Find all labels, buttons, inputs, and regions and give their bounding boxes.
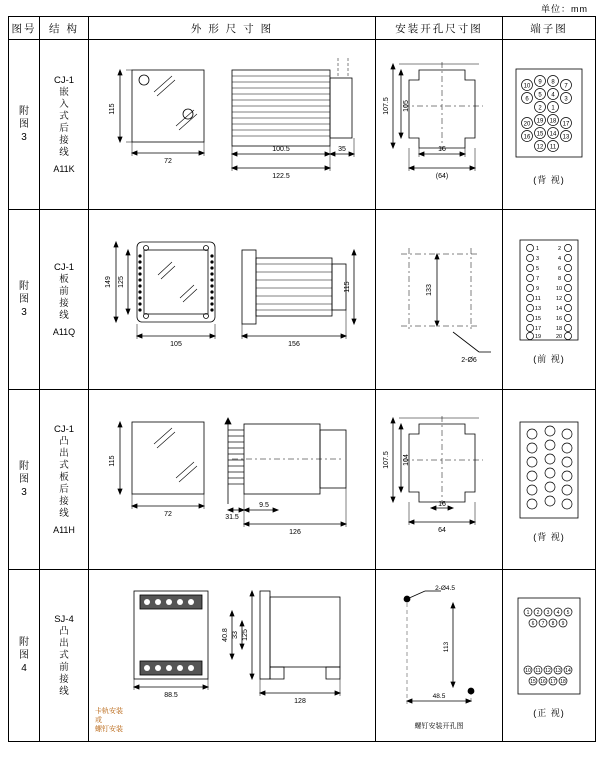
cell-fig-no-2 [9, 210, 40, 390]
svg-text:15: 15 [530, 679, 536, 685]
header-outline: 外 形 尺 寸 图 [89, 17, 376, 40]
dim-105-2: 105 [170, 340, 182, 348]
svg-text:3: 3 [564, 96, 568, 103]
header-struct: 结 构 [40, 17, 89, 40]
cell-mount-1 [376, 40, 503, 210]
svg-text:15: 15 [536, 131, 544, 138]
terminal-caption-1: (背 视) [533, 175, 565, 185]
svg-text:11: 11 [549, 144, 557, 151]
cell-mount-2 [376, 210, 503, 390]
terminal-drawing-4 [510, 592, 588, 704]
svg-text:7: 7 [536, 276, 540, 282]
fig-no-text-4: 附 图 4 [19, 637, 29, 674]
dim-2-d4-5: 2-Ø4.5 [435, 584, 455, 592]
cell-fig-no-1 [9, 40, 40, 210]
svg-text:12: 12 [536, 144, 544, 151]
dim-125-4: 125 [242, 629, 249, 641]
outline-drawing-1 [92, 50, 372, 200]
svg-text:16: 16 [556, 316, 563, 322]
svg-text:6: 6 [558, 266, 562, 272]
struct-code-3: A11H [53, 524, 75, 535]
cell-terminal-1 [503, 40, 596, 210]
dim-115-3: 115 [109, 454, 116, 467]
table-header [9, 17, 596, 40]
svg-text:10: 10 [523, 83, 531, 90]
dim-122-5: 122.5 [272, 172, 290, 180]
outline-drawing-3 [92, 400, 372, 560]
cell-terminal-3 [503, 390, 596, 570]
table-row [9, 390, 596, 570]
cell-fig-no-3 [9, 390, 40, 570]
svg-text:5: 5 [536, 266, 540, 272]
svg-text:13: 13 [535, 306, 542, 312]
dim-48-5: 48.5 [432, 692, 446, 700]
svg-text:8: 8 [551, 79, 555, 86]
cell-mount-4 [376, 570, 503, 742]
table-row [9, 40, 596, 210]
dim-104: 104 [403, 453, 410, 466]
header-fig-no: 图号 [9, 17, 40, 40]
svg-text:9: 9 [536, 286, 540, 292]
svg-text:17: 17 [562, 121, 570, 128]
terminal-caption-3: (背 视) [533, 532, 565, 542]
svg-text:10: 10 [556, 286, 563, 292]
dim-72-3: 72 [164, 510, 172, 518]
header-mount: 安装开孔尺寸图 [376, 17, 503, 40]
svg-text:19: 19 [536, 118, 544, 125]
dim-105-1: 105 [403, 99, 410, 112]
terminal-drawing-2 [510, 234, 588, 350]
dim-64-1: (64) [435, 172, 449, 180]
dim-31-5: 31.5 [225, 513, 239, 521]
struct-name-2: CJ-1 板 前 接 线 [53, 261, 75, 321]
dim-126: 126 [289, 528, 301, 536]
svg-text:1: 1 [536, 246, 540, 252]
svg-text:17: 17 [550, 679, 556, 685]
fig-no-text-2: 附 图 3 [19, 281, 29, 318]
svg-text:16: 16 [523, 134, 531, 141]
svg-text:3: 3 [536, 256, 540, 262]
svg-text:6: 6 [525, 96, 529, 103]
svg-text:2: 2 [538, 105, 542, 112]
cell-fig-no-4 [9, 570, 40, 742]
cell-outline-4 [89, 570, 376, 742]
cell-struct-2 [40, 210, 89, 390]
cell-struct-3 [40, 390, 89, 570]
fig-no-text-1: 附 图 3 [19, 106, 29, 143]
svg-text:7: 7 [541, 621, 545, 627]
svg-text:6: 6 [531, 621, 535, 627]
dim-2-d6: 2-Ø6 [461, 356, 477, 364]
svg-text:14: 14 [549, 131, 557, 138]
outline-drawing-4 [92, 577, 372, 717]
svg-text:18: 18 [549, 118, 557, 125]
cell-outline-1 [89, 40, 376, 210]
dim-9-5: 9.5 [259, 501, 269, 509]
svg-text:12: 12 [545, 668, 551, 674]
svg-text:14: 14 [565, 668, 571, 674]
dim-115-2: 115 [344, 280, 351, 293]
mount-drawing-2 [379, 220, 499, 380]
dim-88-5: 88.5 [164, 692, 178, 699]
struct-name-4: SJ-4 凸 出 式 前 接 线 [54, 613, 74, 697]
svg-text:5: 5 [538, 92, 542, 99]
svg-text:2: 2 [536, 610, 540, 616]
dim-72-1: 72 [164, 157, 172, 165]
table-row [9, 570, 596, 742]
mount-drawing-1 [379, 50, 499, 200]
svg-text:10: 10 [525, 668, 531, 674]
dim-100-5: 100.5 [272, 145, 290, 153]
outline-note-4: 卡轨安装 或 螺钉安装 [95, 708, 123, 733]
dim-16-1: 16 [438, 145, 446, 153]
svg-text:2: 2 [558, 246, 562, 252]
svg-text:3: 3 [546, 610, 550, 616]
svg-text:5: 5 [566, 610, 570, 616]
dim-149: 149 [105, 275, 112, 288]
cell-struct-1 [40, 40, 89, 210]
svg-text:13: 13 [562, 134, 570, 141]
header-terminal: 端子图 [503, 17, 596, 40]
dim-115-1: 115 [109, 102, 116, 115]
cell-outline-3 [89, 390, 376, 570]
dim-133: 133 [426, 283, 433, 296]
svg-text:11: 11 [535, 668, 541, 674]
svg-text:18: 18 [560, 679, 566, 685]
fig-no-text-3: 附 图 3 [19, 461, 29, 498]
cell-outline-2 [89, 210, 376, 390]
dim-107-5-1: 107.5 [383, 96, 390, 115]
svg-text:9: 9 [561, 621, 565, 627]
dim-156: 156 [288, 340, 300, 348]
dim-16-3: 16 [438, 500, 446, 508]
cell-terminal-4 [503, 570, 596, 742]
dim-33: 33 [232, 631, 239, 639]
svg-text:17: 17 [535, 326, 542, 332]
cell-terminal-2 [503, 210, 596, 390]
terminal-caption-4: (正 视) [533, 708, 565, 718]
svg-text:4: 4 [551, 92, 555, 99]
mount-drawing-3 [379, 400, 499, 560]
svg-text:4: 4 [558, 256, 562, 262]
svg-text:12: 12 [556, 296, 563, 302]
svg-text:7: 7 [564, 83, 568, 90]
svg-text:19: 19 [535, 334, 542, 340]
outline-drawing-2 [92, 220, 372, 380]
terminal-caption-2: (前 视) [533, 354, 565, 364]
table-row [9, 210, 596, 390]
dim-64-3: 64 [438, 526, 446, 534]
dimension-table [8, 16, 596, 742]
svg-text:14: 14 [556, 306, 563, 312]
svg-text:18: 18 [556, 326, 563, 332]
struct-name-3: CJ-1 凸 出 式 板 后 接 线 [53, 423, 75, 519]
unit-label: 单位：mm [541, 4, 588, 14]
dim-35: 35 [338, 145, 346, 153]
terminal-drawing-3 [510, 416, 588, 528]
struct-code-2: A11Q [52, 326, 76, 337]
cell-mount-3 [376, 390, 503, 570]
cell-struct-4 [40, 570, 89, 742]
svg-text:13: 13 [555, 668, 561, 674]
svg-text:1: 1 [551, 105, 555, 112]
svg-text:8: 8 [551, 621, 555, 627]
terminal-drawing-1 [510, 63, 588, 171]
mount-note-4: 螺钉安装开孔图 [414, 722, 464, 730]
svg-text:20: 20 [523, 121, 531, 128]
svg-text:11: 11 [535, 296, 541, 302]
mount-drawing-4 [379, 581, 499, 721]
dim-113: 113 [443, 641, 450, 652]
svg-text:20: 20 [556, 334, 563, 340]
table-header-row [9, 17, 596, 40]
dim-125: 125 [118, 275, 125, 288]
dim-40-8: 40.8 [222, 628, 229, 642]
struct-name-1: CJ-1 嵌 入 式 后 接 线 [53, 74, 75, 158]
struct-code-1: A11K [53, 163, 75, 174]
svg-text:8: 8 [558, 276, 562, 282]
svg-text:15: 15 [535, 316, 542, 322]
svg-text:9: 9 [538, 79, 542, 86]
dim-107-5-3: 107.5 [383, 450, 390, 469]
dim-128: 128 [294, 698, 306, 705]
svg-text:4: 4 [556, 610, 560, 616]
svg-text:1: 1 [526, 610, 530, 616]
svg-text:16: 16 [540, 679, 546, 685]
